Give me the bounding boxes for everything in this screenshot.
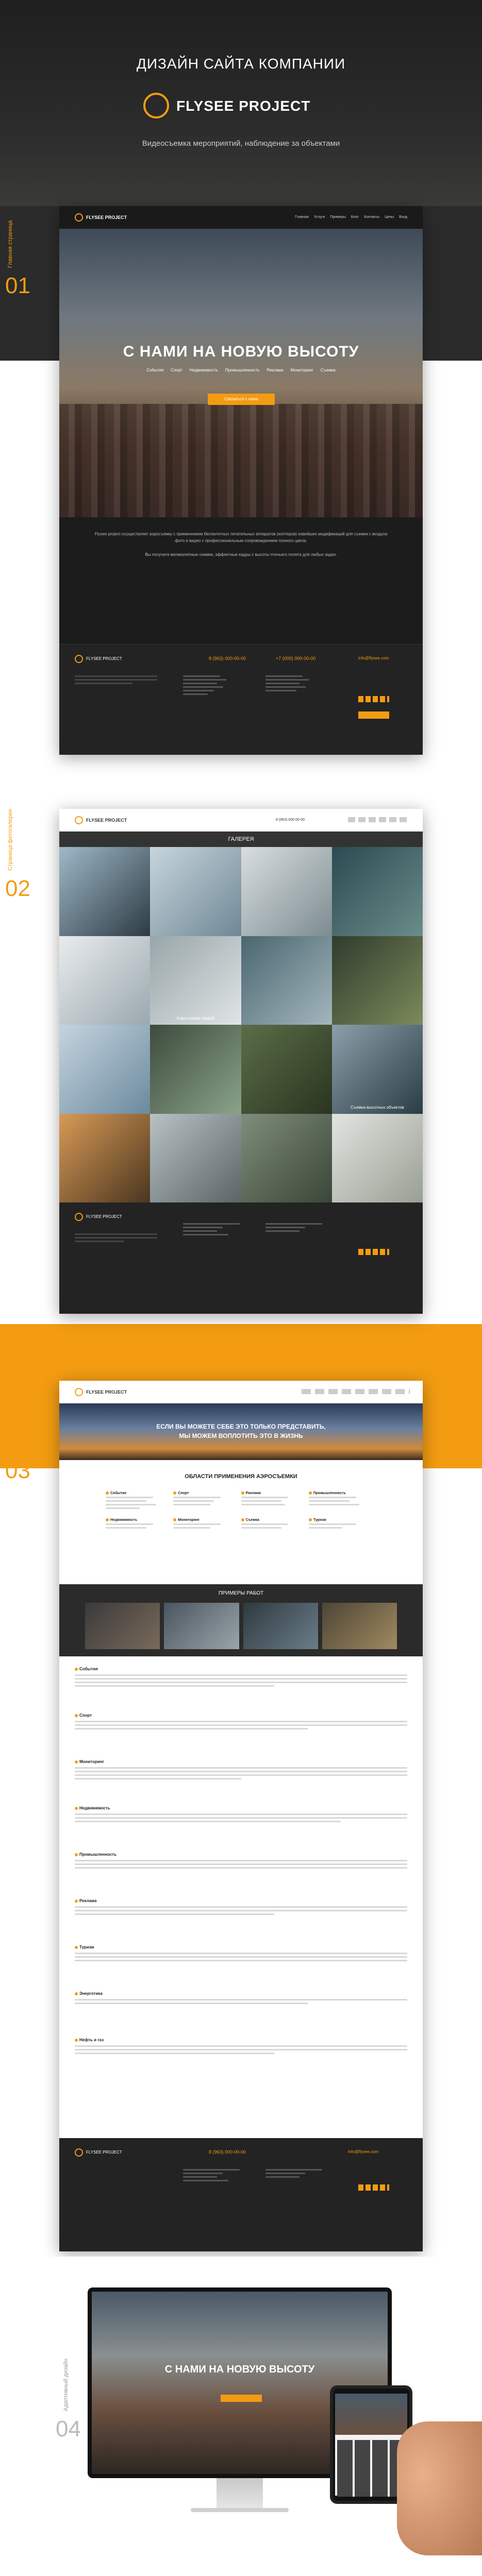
logo-text[interactable]: FLYSEE PROJECT: [86, 215, 127, 220]
gallery-photo[interactable]: [59, 1025, 150, 1114]
footer-phone[interactable]: 8 (963) 000-00-00: [209, 656, 246, 661]
gallery-photo[interactable]: [332, 847, 423, 936]
footer-logo-icon: [75, 2148, 83, 2157]
banner-line: ЕСЛИ ВЫ МОЖЕТЕ СЕБЕ ЭТО ТОЛЬКО ПРЕДСТАВИТЬ,: [156, 1423, 326, 1430]
logo-text[interactable]: FLYSEE PROJECT: [86, 1389, 127, 1395]
service-item: Недвижимость: [75, 1806, 407, 1852]
tag[interactable]: Реклама: [267, 368, 284, 372]
home-page-mockup: [59, 206, 423, 755]
home-footer: [59, 644, 423, 755]
contact-button[interactable]: Связаться с нами: [208, 394, 275, 405]
section-01-number: 01: [5, 273, 30, 298]
services-banner: [59, 1403, 423, 1460]
industry-icon: [309, 1492, 312, 1495]
header-phone[interactable]: 8 (963) 000-00-00: [276, 818, 305, 822]
service-item: Туризм: [75, 1945, 407, 1991]
gallery-page-mockup: [59, 809, 423, 1314]
service-item: Нефть и газ: [75, 2038, 407, 2084]
area-column: Реклама: [241, 1492, 309, 1511]
banner-line: МЫ МОЖЕМ ВОПЛОТИТЬ ЭТО В ЖИЗНЬ: [179, 1432, 303, 1439]
monitor-icon: [173, 1518, 176, 1521]
footer-email[interactable]: info@flysee.com: [348, 2149, 379, 2154]
examples-block: [59, 1584, 423, 1656]
area-column: Недвижимость: [106, 1518, 173, 1531]
nav-item[interactable]: Вход: [399, 215, 407, 219]
sport-icon: [173, 1492, 176, 1495]
section-03-label: Страница услуг: [7, 1412, 13, 1453]
nav-item[interactable]: Блог: [351, 215, 359, 219]
gallery-photo[interactable]: [150, 1025, 241, 1114]
gallery-photo[interactable]: [332, 1025, 423, 1114]
service-item: Спорт: [75, 1713, 407, 1759]
gallery-photo[interactable]: [241, 936, 332, 1025]
example-photo[interactable]: [85, 1603, 160, 1649]
services-page-mockup: [59, 1381, 423, 2251]
social-icons[interactable]: [358, 1249, 389, 1255]
footer-email[interactable]: info@flysee.com: [358, 656, 389, 660]
social-icons[interactable]: [358, 696, 389, 702]
tag[interactable]: Спорт: [171, 368, 182, 372]
gallery-photo[interactable]: [332, 1114, 423, 1203]
logo-icon[interactable]: [75, 816, 83, 824]
monitor-headline: С НАМИ НА НОВУЮ ВЫСОТУ: [164, 2364, 315, 2375]
section-04-number: 04: [56, 2416, 81, 2442]
gallery-title-bar: [59, 832, 423, 847]
main-nav: [295, 215, 412, 219]
service-item: Промышленность: [75, 1852, 407, 1899]
hero-title: ДИЗАЙН САЙТА КОМПАНИИ: [136, 56, 346, 72]
gallery-photo[interactable]: [59, 936, 150, 1025]
photo-caption: Съемка высотных объектов: [351, 1105, 404, 1110]
monitor-cta[interactable]: [221, 2395, 262, 2402]
tablet-grid: [337, 2440, 405, 2497]
gallery-title: ГАЛЕРЕЯ: [228, 836, 254, 842]
footer-logo-icon: [75, 1213, 83, 1221]
nav-item[interactable]: Примеры: [330, 215, 346, 219]
tag[interactable]: Промышленность: [225, 368, 260, 372]
area-column: Мониторинг: [173, 1518, 241, 1531]
services-header: [59, 1381, 423, 1403]
monitor-stand: [217, 2478, 263, 2509]
monitor-base: [191, 2508, 289, 2512]
footer-logo-text: FLYSEE PROJECT: [86, 656, 122, 661]
area-column: Промышленность: [309, 1492, 376, 1511]
gallery-photo[interactable]: [59, 1114, 150, 1203]
intro-paragraph: Вы получите великолепные снимки, эффектные кадры с высоты птичьего полета для любых задач.: [145, 552, 337, 557]
examples-title: ПРИМЕРЫ РАБОТ: [218, 1590, 264, 1596]
tablet-hero: [335, 2394, 407, 2435]
services-footer: [59, 2138, 423, 2251]
brand-logo-icon: [143, 93, 169, 118]
event-icon: [106, 1492, 109, 1495]
service-item: События: [75, 1667, 407, 1713]
brand-name: FLYSEE PROJECT: [176, 98, 311, 114]
tag[interactable]: Съемка: [320, 368, 336, 372]
nav-item[interactable]: Контакты: [363, 215, 380, 219]
subscribe-button[interactable]: [358, 711, 389, 719]
home-hero-image: [59, 229, 423, 517]
area-column: Туризм: [309, 1518, 376, 1531]
gallery-photo[interactable]: [332, 936, 423, 1025]
section-04-label: Адаптивный дизайн: [63, 2359, 69, 2411]
examples-row: [85, 1603, 397, 1649]
header-nav-bar[interactable]: [348, 817, 410, 822]
logo-icon[interactable]: [75, 213, 83, 222]
service-item: Мониторинг: [75, 1759, 407, 1806]
footer-links: [265, 2169, 322, 2180]
service-item: Энергетика: [75, 1991, 407, 2038]
example-photo[interactable]: [322, 1603, 397, 1649]
section-03-number: 03: [5, 1458, 30, 1483]
section-02-number: 02: [5, 876, 30, 901]
footer-phone-2[interactable]: +7 (000) 000-00-00: [276, 656, 316, 661]
tablet-screen: [335, 2394, 407, 2496]
hero-logo: [143, 93, 339, 118]
header-nav-bar[interactable]: [302, 1389, 410, 1394]
tag[interactable]: Недвижимость: [189, 368, 218, 372]
footer-links: [183, 1223, 240, 1238]
areas-grid: [106, 1492, 376, 1531]
hero-section: [0, 0, 482, 206]
service-tags: [59, 368, 423, 372]
nav-item[interactable]: Главная: [295, 215, 309, 219]
intro-block: [90, 531, 392, 558]
gallery-grid: [59, 847, 423, 1202]
footer-logo-text: FLYSEE PROJECT: [86, 2150, 122, 2155]
gallery-photo[interactable]: [150, 847, 241, 936]
tourism-icon: [309, 1518, 312, 1521]
logo-icon[interactable]: [75, 1388, 83, 1396]
area-column: Событие: [106, 1492, 173, 1511]
footer-links: [265, 675, 327, 693]
gallery-photo[interactable]: [150, 1114, 241, 1203]
hero-subtitle: Видеосъемка мероприятий, наблюдение за объектами: [142, 139, 340, 148]
section-02-label: Страница фотогалереи: [7, 809, 13, 871]
nav-item[interactable]: Услуги: [313, 215, 325, 219]
social-icons[interactable]: [358, 2184, 389, 2191]
footer-links: [265, 1223, 322, 1234]
tag[interactable]: События: [146, 368, 164, 372]
footer-links: [183, 675, 245, 697]
areas-title: ОБЛАСТИ ПРИМЕНЕНИЯ АЭРОСЪЕМКИ: [185, 1473, 297, 1480]
service-list: [75, 1667, 407, 2084]
section-01-label: Главная страница: [7, 220, 13, 268]
home-headline: С НАМИ НА НОВУЮ ВЫСОТУ: [123, 343, 359, 360]
hand-illustration: [397, 2421, 482, 2555]
gallery-photo[interactable]: [150, 936, 241, 1025]
footer-links: [183, 2169, 240, 2183]
gallery-photo[interactable]: [241, 1025, 332, 1114]
city-silhouette: [59, 404, 423, 517]
gallery-photo[interactable]: [241, 847, 332, 936]
home-header: [59, 206, 423, 229]
ads-icon: [241, 1492, 244, 1495]
intro-paragraph: Flysee project осуществляет аэросъемку с применением беспилотных летательных аппаратов (коптеров) новейших модификаций для съемки с воздуха фото и видео с профессиональным сопровождением полного цикла.: [94, 532, 388, 543]
nav-item[interactable]: Цены: [385, 215, 394, 219]
camera-icon: [241, 1518, 244, 1521]
service-item: Реклама: [75, 1899, 407, 1945]
logo-text[interactable]: FLYSEE PROJECT: [86, 818, 127, 823]
gallery-photo[interactable]: [59, 847, 150, 936]
area-column: Съемка: [241, 1518, 309, 1531]
area-column: Спорт: [173, 1492, 241, 1511]
footer-text-block: [75, 675, 157, 686]
example-photo[interactable]: [243, 1603, 318, 1649]
realty-icon: [106, 1518, 109, 1521]
gallery-footer: [59, 1202, 423, 1314]
footer-text-block: [75, 1233, 157, 1244]
tag[interactable]: Мониторинг: [290, 368, 313, 372]
example-photo[interactable]: [164, 1603, 239, 1649]
footer-logo-icon: [75, 655, 83, 663]
gallery-header: [59, 809, 423, 832]
footer-logo-text: FLYSEE PROJECT: [86, 1214, 122, 1219]
footer-phone[interactable]: 8 (963) 000-00-00: [209, 2149, 246, 2155]
photo-caption: Аэросъемка свадеб: [176, 1016, 215, 1021]
gallery-photo[interactable]: [241, 1114, 332, 1203]
